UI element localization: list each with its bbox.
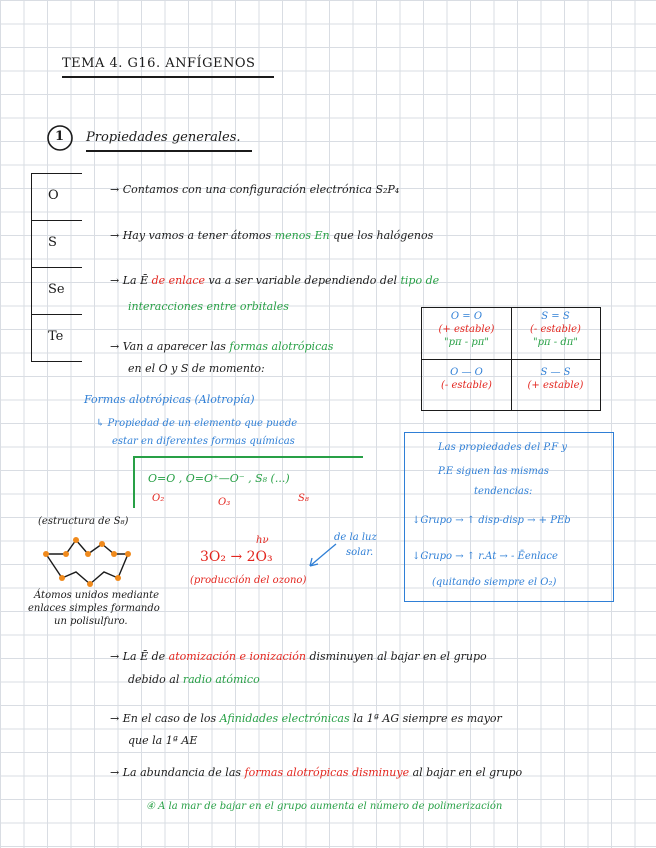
element-cell — [32, 315, 82, 361]
box-line: ↓Grupo → ↑ disp-disp → + PEb — [412, 515, 571, 526]
text-highlight: tipo de — [400, 274, 440, 287]
text-highlight: formas alotrópicas disminuye — [244, 766, 410, 779]
cell-formula: O = O — [450, 311, 483, 322]
text-segment: al bajar en el grupo — [412, 766, 523, 779]
element-column — [31, 173, 82, 362]
element-cell — [32, 268, 82, 315]
text-segment: → Van a aparecer las — [110, 340, 226, 353]
point-allotropes — [110, 340, 333, 353]
text-highlight: atomización e ionización — [168, 650, 306, 663]
element-symbol: Te — [48, 329, 64, 344]
text-segment: la 1ª AG siempre es mayor — [353, 712, 502, 725]
text-segment: disminuyen al bajar en el grupo — [309, 650, 487, 663]
point-atomization — [110, 650, 487, 663]
cell-formula: S = S — [541, 311, 570, 322]
cell-formula: S — S — [540, 367, 571, 378]
point-atomization-cont — [128, 673, 260, 686]
box-line: tendencias: — [474, 486, 533, 497]
reaction-side-note: solar. — [346, 547, 374, 558]
cell-interaction: "pπ - pπ" — [444, 337, 489, 348]
text-segment: → En el caso de los — [110, 712, 217, 725]
structure-caption: un polisulfuro. — [54, 616, 128, 627]
cell-interaction: "pπ - dπ" — [533, 337, 578, 348]
section-underline — [86, 150, 252, 152]
reaction-side-note: de la luz — [334, 532, 377, 543]
table-cell-o-double — [422, 310, 511, 361]
title-underline — [62, 76, 274, 78]
pointer-arrow-icon — [300, 540, 340, 572]
bond-comparison-table — [421, 307, 601, 411]
text-segment: debido al — [128, 673, 180, 686]
text-highlight: radio atómico — [182, 673, 260, 686]
element-cell — [32, 174, 82, 221]
point-electron-affinity-cont: que la 1ª AE — [128, 734, 198, 747]
allotropes-definition-cont: estar en diferentes formas químicas — [112, 436, 295, 447]
section-heading: Propiedades generales. — [86, 130, 241, 145]
point-atoms — [110, 229, 433, 242]
text-highlight: de enlace — [151, 274, 205, 287]
reaction-equation: 3O₂ → 2O₃ — [200, 549, 273, 565]
cell-stability: (- estable) — [530, 324, 581, 335]
structure-heading: (estructura de S₈) — [38, 516, 129, 527]
page-title: TEMA 4. G16. ANFÍGENOS — [62, 56, 256, 71]
allotropes-definition: ↳ Propiedad de un elemento que puede — [96, 418, 298, 429]
text-highlight: menos — [274, 229, 311, 242]
element-cell — [32, 221, 82, 268]
text-segment: → Hay vamos a tener átomos — [110, 229, 272, 242]
element-symbol: O — [48, 188, 59, 203]
reaction-note: (producción del ozono) — [190, 575, 307, 586]
element-symbol: S — [48, 235, 57, 250]
text-highlight: En — [314, 229, 330, 242]
green-bracket-side — [133, 456, 135, 508]
structure-caption: Átomos unidos mediante — [34, 590, 160, 601]
cell-formula: O — O — [450, 367, 483, 378]
cell-stability: (- estable) — [441, 380, 492, 391]
point-abundance — [110, 766, 522, 779]
section-number: 1 — [55, 129, 65, 144]
note-polymerization: ④ A la mar de bajar en el grupo aumenta el número de polimerización — [146, 801, 503, 812]
table-cell-s-double — [511, 310, 600, 361]
text-segment: → La Ē — [110, 274, 149, 287]
allotrope-formulas: O=O , O=O⁺—O⁻ , S₈ (...) — [148, 472, 290, 485]
table-cell-o-single — [422, 366, 511, 417]
allotropes-heading: Formas alotrópicas (Alotropía) — [84, 393, 255, 406]
box-line: (quitando siempre el O₂) — [432, 577, 557, 588]
cell-stability: (+ estable) — [527, 380, 584, 391]
point-configuration: → Contamos con una configuración electrónica S₂P₄ — [110, 183, 400, 196]
text-segment: que los halógenos — [333, 229, 434, 242]
box-line: ↓Grupo → ↑ r.At → - Ēenlace — [412, 551, 558, 562]
text-segment: va a ser variable dependiendo del — [208, 274, 397, 287]
green-bracket-top — [133, 456, 363, 458]
box-line: P.E siguen las mismas — [438, 466, 549, 477]
s8-ring-structure — [40, 534, 140, 590]
point-electron-affinity — [110, 712, 502, 725]
table-cell-s-single — [511, 366, 600, 417]
label-o2: O₂ — [152, 493, 165, 504]
text-segment: → La Ē de — [110, 650, 166, 663]
reaction-hv: hν — [256, 535, 269, 546]
text-highlight: Afinidades electrónicas — [219, 712, 350, 725]
box-line: Las propiedades del P.F y — [438, 442, 567, 453]
label-o3: O₃ — [218, 497, 231, 508]
structure-caption: enlaces simples formando — [28, 603, 160, 614]
text-highlight: formas alotrópicas — [229, 340, 334, 353]
point-bond-energy-cont: interacciones entre orbitales — [128, 300, 289, 313]
label-s8: S₈ — [298, 493, 309, 504]
text-segment: → La abundancia de las — [110, 766, 242, 779]
cell-stability: (+ estable) — [438, 324, 495, 335]
point-bond-energy — [110, 274, 439, 287]
element-symbol: Se — [48, 282, 65, 297]
point-allotropes-cont: en el O y S de momento: — [128, 362, 265, 375]
